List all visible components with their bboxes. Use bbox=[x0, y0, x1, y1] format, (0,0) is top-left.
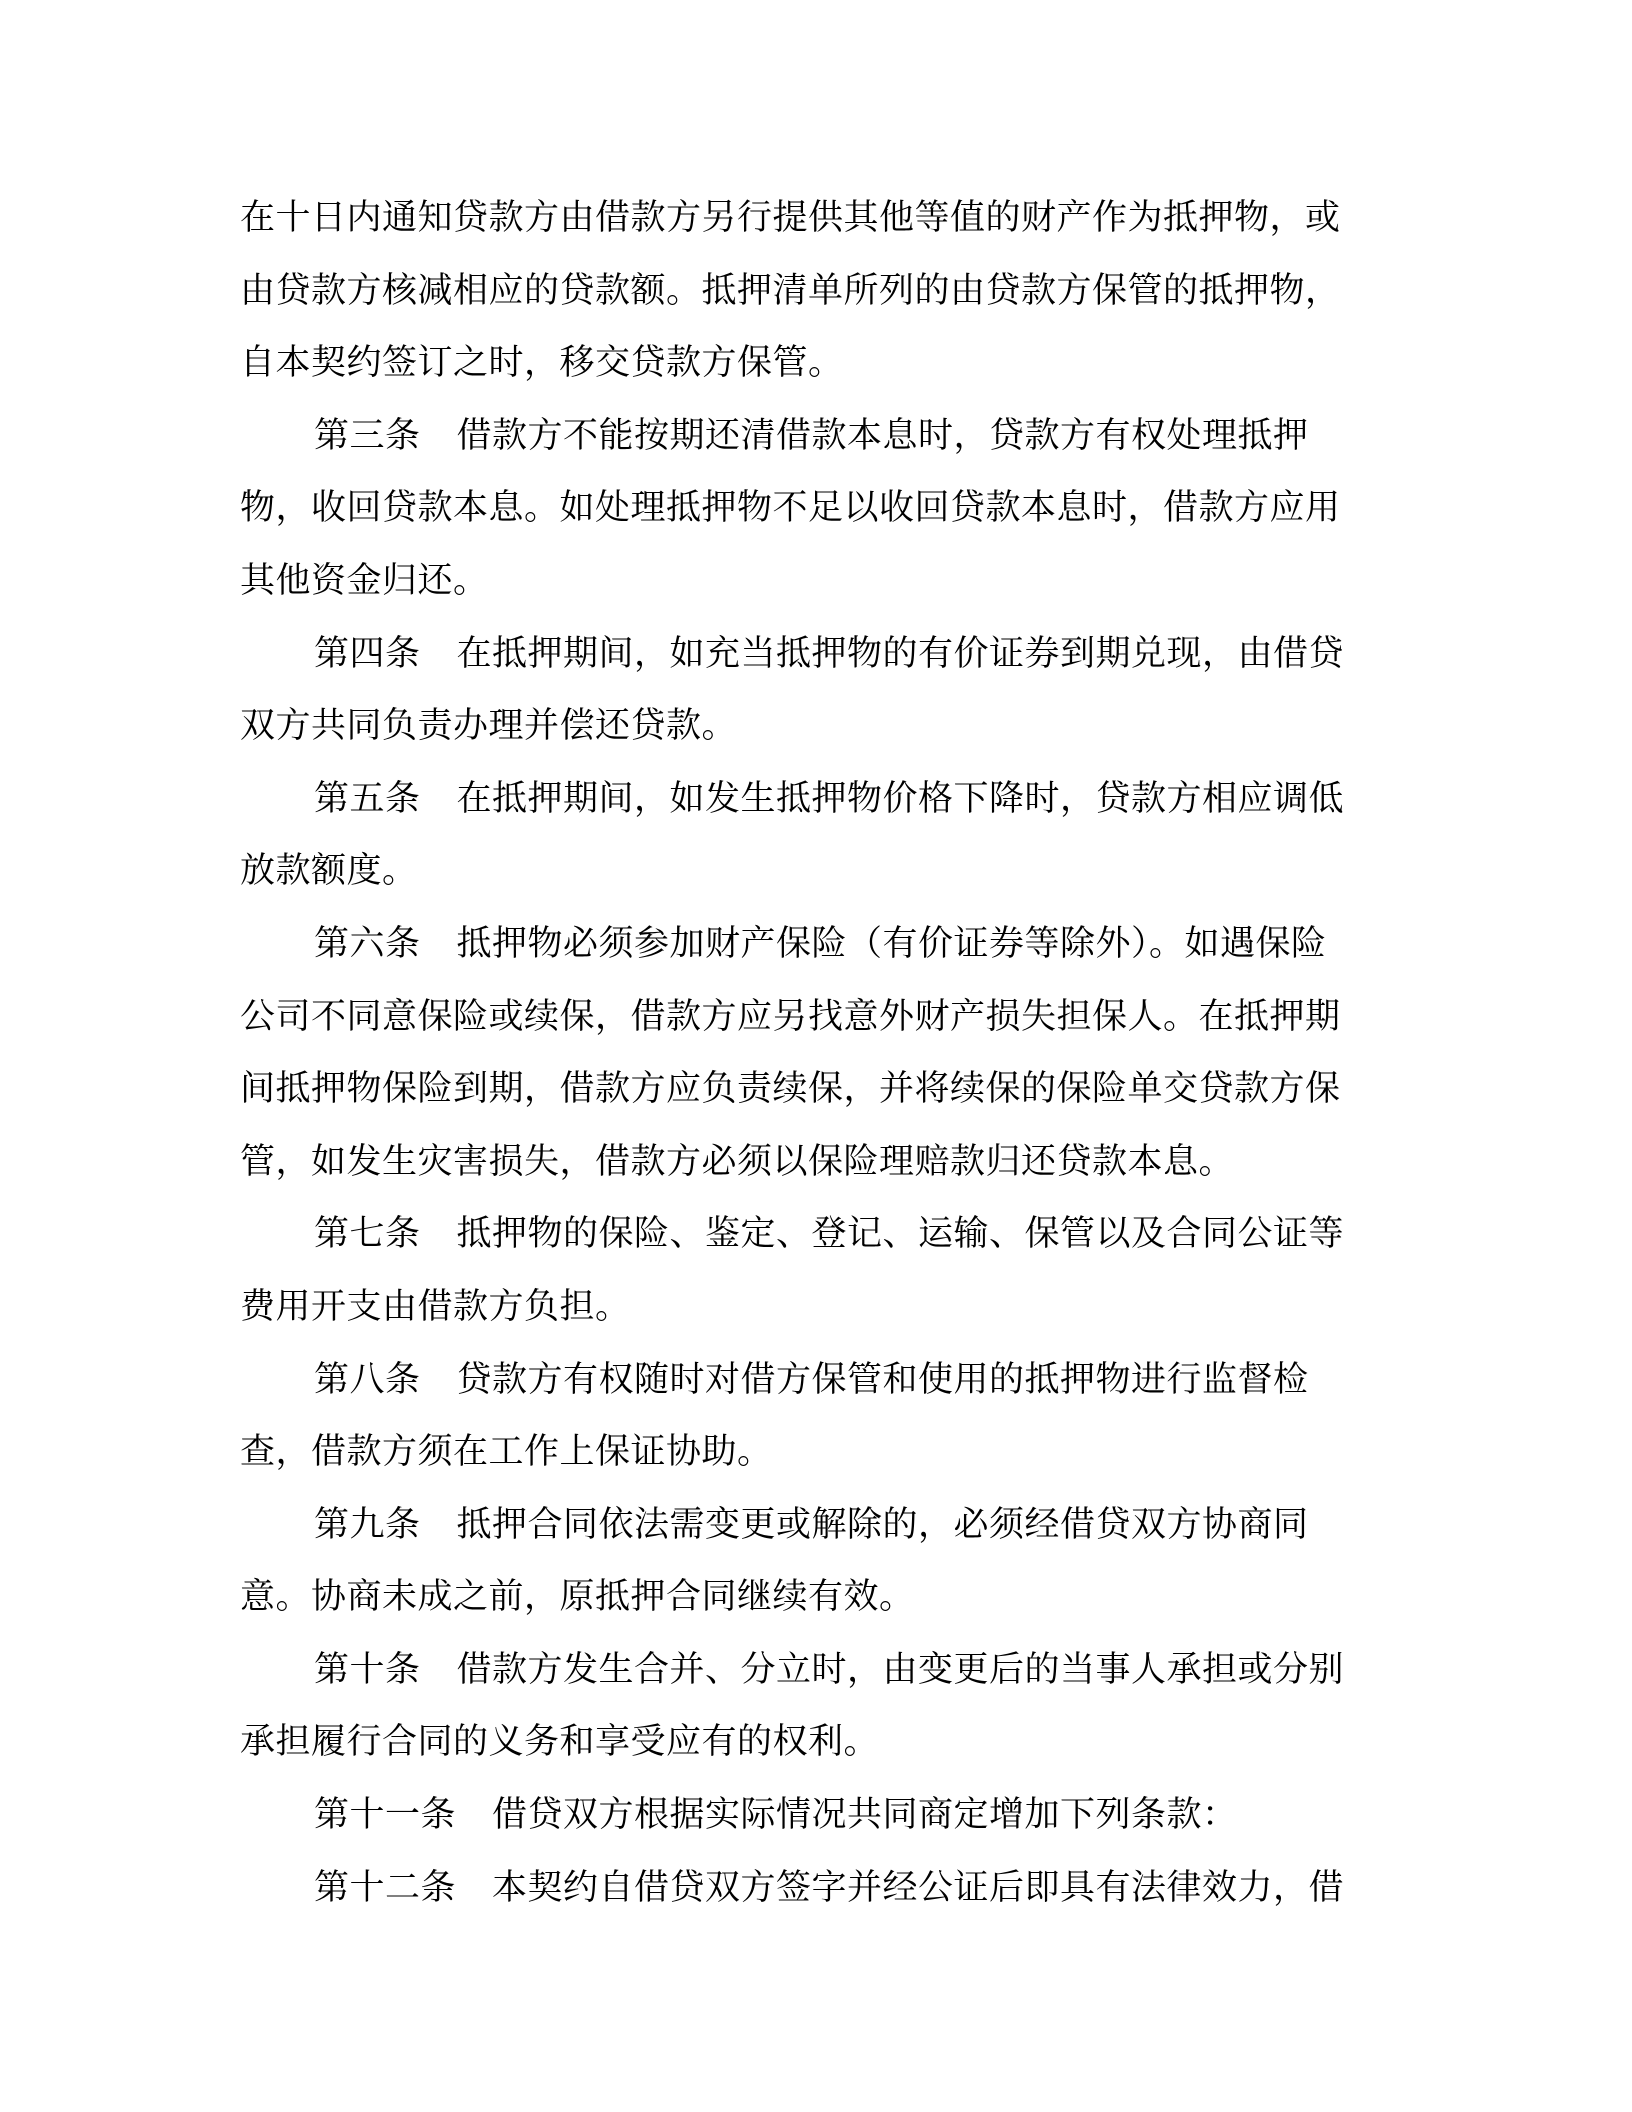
article-number: 第九条 bbox=[314, 1504, 421, 1545]
text-line bbox=[240, 255, 1390, 328]
contract-paragraph-continued bbox=[240, 182, 1390, 400]
contract-article bbox=[240, 1852, 1390, 1925]
text-line bbox=[240, 327, 1390, 400]
text-line bbox=[240, 618, 1390, 691]
text-line bbox=[240, 182, 1390, 255]
contract-article bbox=[240, 1344, 1390, 1489]
line-text: 抵押物的保险、鉴定、登记、运输、保管以及合同公证等 bbox=[456, 1214, 1345, 1255]
text-line bbox=[240, 1271, 1390, 1344]
line-text: 意。协商未成之前，原抵押合同继续有效。 bbox=[240, 1577, 915, 1618]
text-line bbox=[240, 1053, 1390, 1126]
line-text: 在十日内通知贷款方由借款方另行提供其他等值的财产作为抵押物，或 bbox=[240, 198, 1341, 238]
line-text: 借款方不能按期还清借款本息时，贷款方有权处理抵押 bbox=[456, 415, 1309, 456]
text-line bbox=[240, 472, 1390, 545]
line-text: 物，收回贷款本息。如处理抵押物不足以收回贷款本息时，借款方应用 bbox=[240, 488, 1341, 529]
contract-article bbox=[240, 1779, 1390, 1852]
article-number: 第八条 bbox=[314, 1359, 421, 1400]
text-line bbox=[240, 1706, 1390, 1779]
text-line bbox=[240, 1416, 1390, 1489]
line-text: 管，如发生灾害损失，借款方必须以保险理赔款归还贷款本息。 bbox=[240, 1141, 1235, 1182]
line-text: 抵押合同依法需变更或解除的，必须经借贷双方协商同 bbox=[456, 1504, 1309, 1545]
text-line bbox=[240, 1126, 1390, 1199]
line-text: 放款额度。 bbox=[240, 851, 418, 892]
text-line bbox=[240, 835, 1390, 908]
article-number: 第七条 bbox=[314, 1214, 421, 1255]
article-number: 第三条 bbox=[314, 415, 421, 456]
line-text: 查，借款方须在工作上保证协助。 bbox=[240, 1432, 773, 1473]
text-line bbox=[240, 1561, 1390, 1634]
article-number: 第五条 bbox=[314, 778, 421, 819]
contract-article bbox=[240, 908, 1390, 1198]
text-line bbox=[240, 690, 1390, 763]
text-line bbox=[240, 400, 1390, 473]
text-line bbox=[240, 1634, 1390, 1707]
text-line bbox=[240, 908, 1390, 981]
line-text: 其他资金归还。 bbox=[240, 560, 489, 601]
line-text: 间抵押物保险到期，借款方应负责续保，并将续保的保险单交贷款方保 bbox=[240, 1069, 1341, 1110]
contract-article bbox=[240, 1634, 1390, 1779]
article-number: 第十二条 bbox=[314, 1867, 457, 1908]
contract-article bbox=[240, 763, 1390, 908]
text-line bbox=[240, 1198, 1390, 1271]
line-text: 贷款方有权随时对借方保管和使用的抵押物进行监督检 bbox=[456, 1359, 1309, 1400]
line-text: 费用开支由借款方负担。 bbox=[240, 1286, 631, 1327]
line-text: 借贷双方根据实际情况共同商定增加下列条款： bbox=[492, 1795, 1238, 1836]
line-text: 本契约自借贷双方签字并经公证后即具有法律效力，借 bbox=[492, 1867, 1345, 1908]
article-number: 第六条 bbox=[314, 923, 421, 964]
contract-article bbox=[240, 1198, 1390, 1343]
text-line bbox=[240, 981, 1390, 1054]
line-text: 在抵押期间，如发生抵押物价格下降时，贷款方相应调低 bbox=[456, 778, 1345, 819]
line-text: 由贷款方核减相应的贷款额。抵押清单所列的由贷款方保管的抵押物， bbox=[240, 270, 1341, 311]
text-line bbox=[240, 1344, 1390, 1417]
text-line bbox=[240, 545, 1390, 618]
contract-article bbox=[240, 618, 1390, 763]
article-number: 第十一条 bbox=[314, 1795, 457, 1836]
text-line bbox=[240, 1852, 1390, 1925]
line-text: 在抵押期间，如充当抵押物的有价证券到期兑现，由借贷 bbox=[456, 633, 1345, 674]
line-text: 双方共同负责办理并偿还贷款。 bbox=[240, 706, 738, 747]
contract-body bbox=[240, 182, 1390, 1924]
text-line bbox=[240, 1779, 1390, 1852]
contract-article bbox=[240, 1489, 1390, 1634]
line-text: 自本契约签订之时，移交贷款方保管。 bbox=[240, 343, 844, 384]
line-text: 承担履行合同的义务和享受应有的权利。 bbox=[240, 1722, 880, 1763]
line-text: 借款方发生合并、分立时，由变更后的当事人承担或分别 bbox=[456, 1649, 1345, 1690]
contract-article bbox=[240, 400, 1390, 618]
line-text: 公司不同意保险或续保，借款方应另找意外财产损失担保人。在抵押期 bbox=[240, 996, 1341, 1037]
article-number: 第四条 bbox=[314, 633, 421, 674]
line-text: 抵押物必须参加财产保险（有价证券等除外）。如遇保险 bbox=[456, 923, 1327, 964]
text-line bbox=[240, 763, 1390, 836]
text-line bbox=[240, 1489, 1390, 1562]
article-number: 第十条 bbox=[314, 1649, 421, 1690]
